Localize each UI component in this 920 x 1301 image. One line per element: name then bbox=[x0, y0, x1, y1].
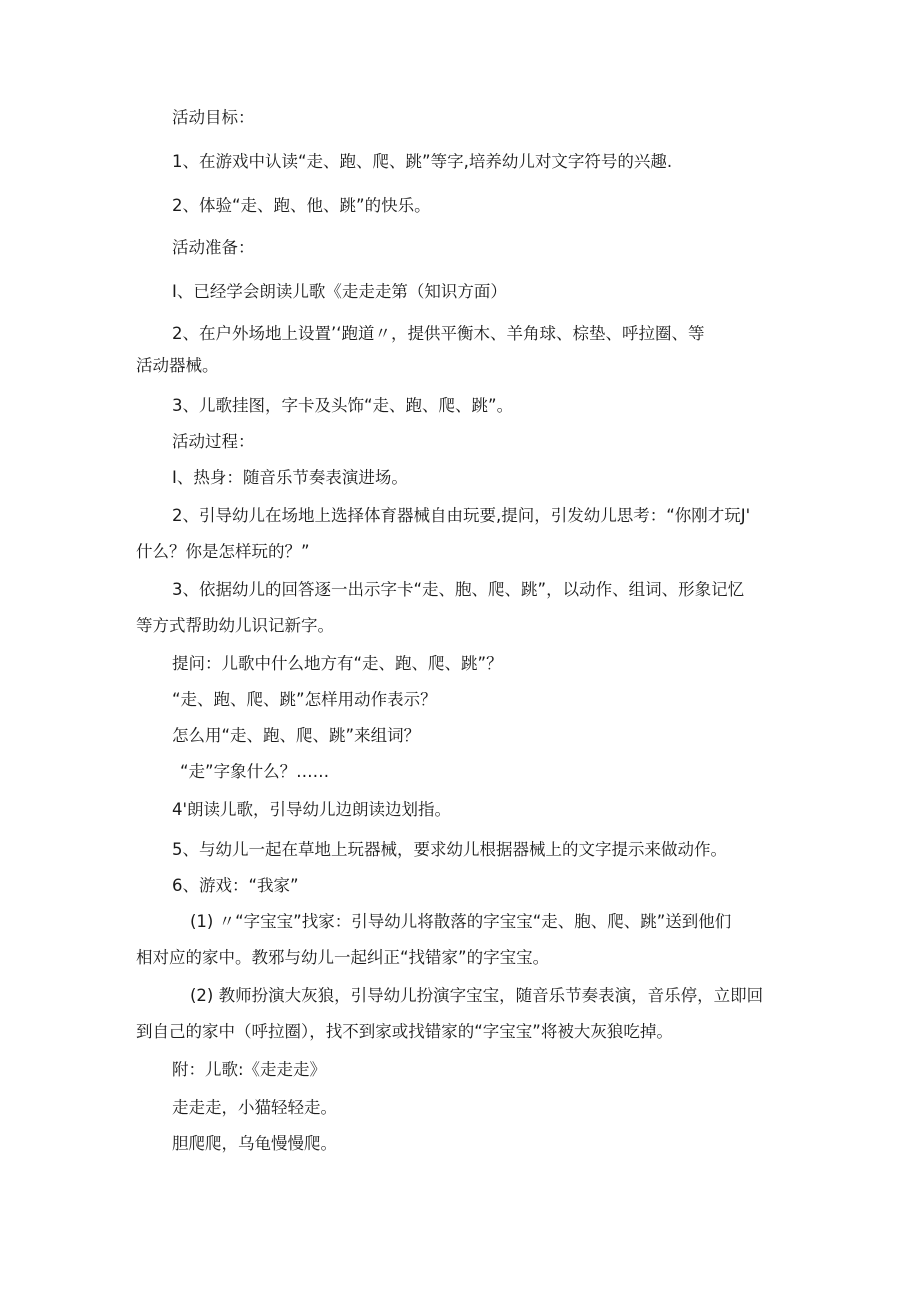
process-item-2-cont: 什么？你是怎样玩的？” bbox=[136, 542, 310, 561]
process-item-1: I、热身：随音乐节奏表演进场。 bbox=[172, 468, 408, 487]
game-step-1: (1) 〃“字宝宝”找家：引导幼儿将散落的字宝宝“走、胞、爬、跳”送到他们 bbox=[190, 912, 732, 931]
game-step-2-cont: 到自己的家中（呼拉圈），找不到家或找错家的“字宝宝”将被大灰狼吃掉。 bbox=[136, 1022, 673, 1041]
game-step-2: (2) 教师扮演大灰狼，引导幼儿扮演字宝宝，随音乐节奏表演，音乐停，立即回 bbox=[190, 986, 764, 1005]
question-4: “走”字象什么？…… bbox=[180, 762, 330, 781]
prep-item-2-cont: 活动器械。 bbox=[136, 356, 219, 375]
goal-item-2: 2、体验“走、跑、他、跳”的快乐。 bbox=[172, 196, 431, 215]
process-item-2: 2、引导幼儿在场地上选择体育器械自由玩要,提问，引发幼儿思考：“你刚才玩J' bbox=[172, 506, 751, 525]
question-1: 提问：儿歌中什么地方有“走、跑、爬、跳”？ bbox=[172, 654, 503, 673]
process-item-3: 3、依据幼儿的回答逐一出示字卡“走、胞、爬、跳”，以动作、组词、形象记忆 bbox=[172, 580, 745, 599]
process-item-5: 5、与幼儿一起在草地上玩器械，要求幼儿根据器械上的文字提示来做动作。 bbox=[172, 840, 727, 859]
goal-item-1: 1、在游戏中认读“走、跑、爬、跳”等字,培养幼儿对文字符号的兴趣. bbox=[172, 152, 673, 171]
prep-item-3: 3、儿歌挂图，字卡及头饰“走、跑、爬、跳”。 bbox=[172, 396, 514, 415]
heading-activity-process: 活动过程： bbox=[172, 432, 255, 451]
process-item-4: 4'朗读儿歌，引导幼儿边朗读边划指。 bbox=[172, 800, 452, 819]
process-item-3-cont: 等方式帮助幼儿识记新字。 bbox=[136, 616, 334, 635]
game-step-1-cont: 相对应的家中。教邪与幼儿一起纠正“找错家”的字宝宝。 bbox=[136, 948, 550, 967]
heading-activity-preparation: 活动准备： bbox=[172, 238, 255, 257]
question-3: 怎么用“走、跑、爬、跳”来组词？ bbox=[172, 726, 421, 745]
rhyme-line-1: 走走走，小猫轻轻走。 bbox=[172, 1098, 337, 1117]
rhyme-line-2: 胆爬爬，乌龟慢慢爬。 bbox=[172, 1134, 337, 1153]
process-item-6: 6、游戏：“我家” bbox=[172, 876, 299, 895]
heading-activity-goals: 活动目标： bbox=[172, 108, 255, 127]
appendix-title: 附：儿歌:《走走走》 bbox=[172, 1060, 327, 1079]
question-2: “走、跑、爬、跳”怎样用动作表示？ bbox=[172, 690, 437, 709]
prep-item-1: I、已经学会朗读儿歌《走走走第（知识方面） bbox=[172, 282, 507, 301]
prep-item-2: 2、在户外场地上设置’‘跑道〃，提供平衡木、羊角球、棕垫、呼拉圈、等 bbox=[172, 324, 705, 343]
